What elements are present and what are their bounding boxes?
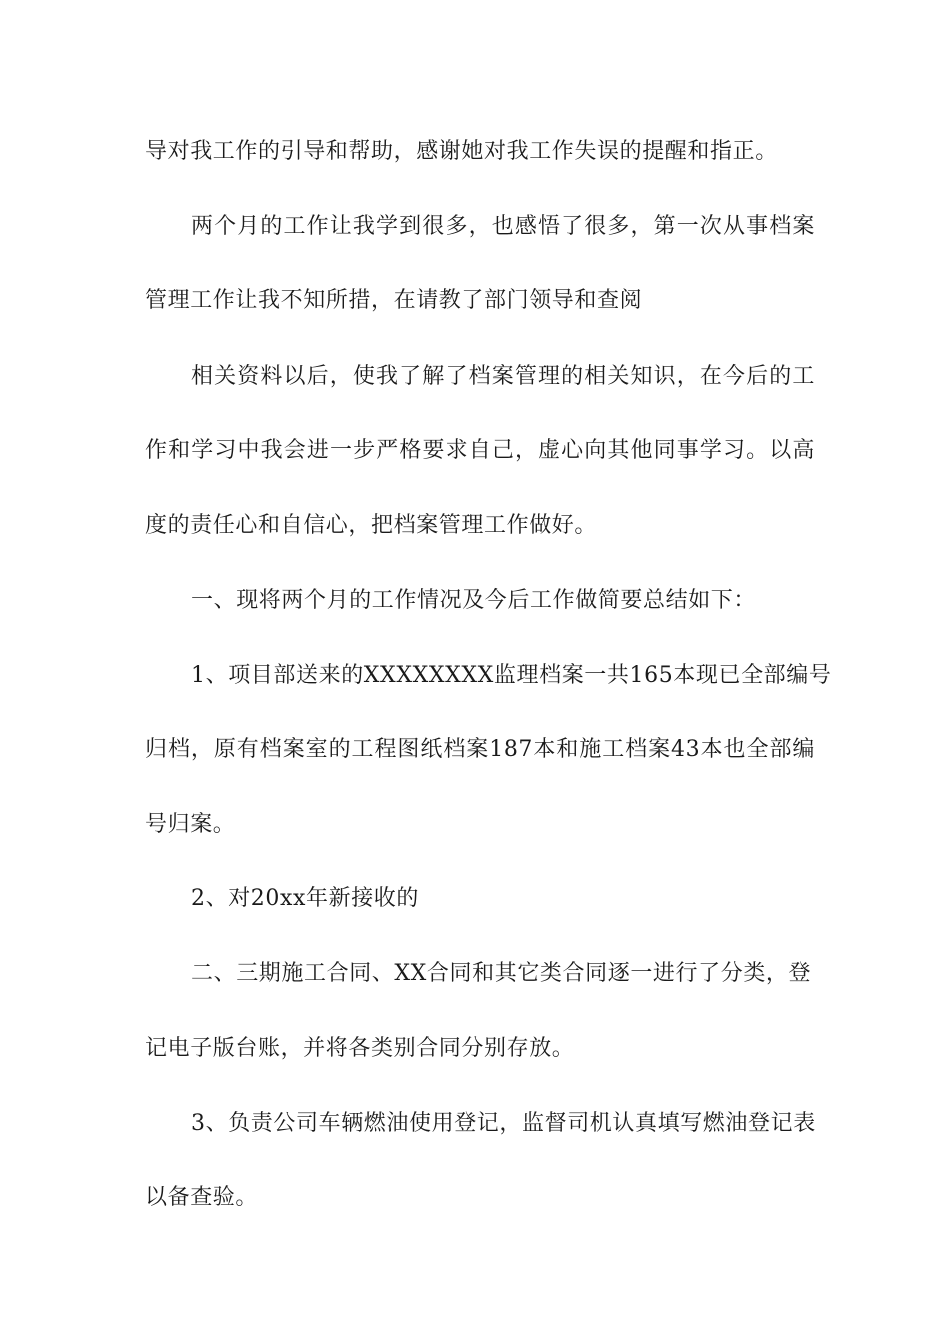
text-line: 1、项目部送来的XXXXXXXX监理档案一共165本现已全部编号 — [191, 663, 832, 688]
text-line: 导对我工作的引导和帮助，感谢她对我工作失误的提醒和指正。 — [145, 139, 778, 164]
text-line: 二、三期施工合同、XX合同和其它类合同逐一进行了分类，登 — [191, 961, 812, 986]
text-line: 两个月的工作让我学到很多，也感悟了很多，第一次从事档案 — [191, 214, 815, 239]
text-line: 2、对20xx年新接收的 — [191, 886, 420, 911]
text-line: 归档，原有档案室的工程图纸档案187本和施工档案43本也全部编 — [145, 737, 815, 762]
text-line: 一、现将两个月的工作情况及今后工作做简要总结如下： — [191, 588, 757, 613]
text-line: 3、负责公司车辆燃油使用登记，监督司机认真填写燃油登记表 — [191, 1111, 816, 1136]
text-line: 以备查验。 — [145, 1185, 259, 1210]
text-line: 号归案。 — [145, 812, 236, 837]
text-line: 相关资料以后，使我了解了档案管理的相关知识，在今后的工 — [191, 364, 815, 389]
text-line: 记电子版台账，并将各类别合同分别存放。 — [145, 1036, 575, 1061]
text-line: 度的责任心和自信心，把档案管理工作做好。 — [145, 513, 598, 538]
text-line: 管理工作让我不知所措，在请教了部门领导和查阅 — [145, 288, 643, 313]
text-line: 作和学习中我会进一步严格要求自己，虚心向其他同事学习。以高 — [145, 438, 815, 463]
